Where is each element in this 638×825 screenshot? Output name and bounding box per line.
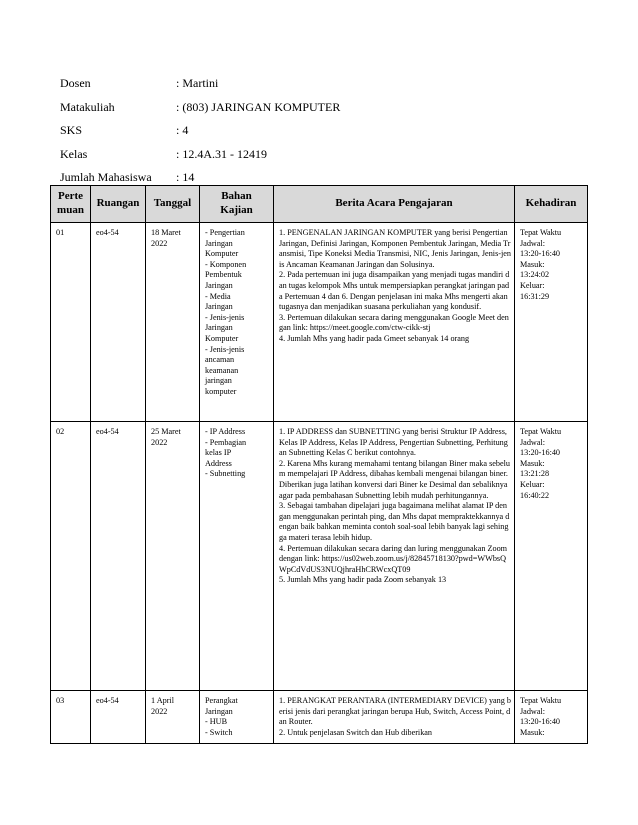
info-value: : Martini xyxy=(176,76,219,91)
cell-ruangan: eo4-54 xyxy=(91,223,146,422)
header-berita-acara: Berita Acara Pengajaran xyxy=(274,186,515,223)
cell-kehadiran: Tepat Waktu Jadwal: 13:20-16:40 Masuk: xyxy=(515,691,588,744)
info-value: : 4 xyxy=(176,123,189,138)
cell-pertemuan: 02 xyxy=(51,422,91,691)
cell-ruangan: eo4-54 xyxy=(91,691,146,744)
cell-tanggal: 1 April 2022 xyxy=(146,691,200,744)
info-label: Matakuliah xyxy=(60,99,115,114)
course-info xyxy=(60,72,340,190)
info-label: Dosen xyxy=(60,76,91,91)
info-value: : 14 xyxy=(176,170,195,185)
cell-berita-acara: 1. PERANGKAT PERANTARA (INTERMEDIARY DEVICE) yang berisi jenis dari perangkat jaringan berupa Hub, Switch, Access Point, dan Router. 2. Untuk penjelasan Switch dan Hub diberikan xyxy=(274,691,515,744)
header-kehadiran: Kehadiran xyxy=(515,186,588,223)
cell-tanggal: 25 Maret 2022 xyxy=(146,422,200,691)
info-value: : 12.4A.31 - 12419 xyxy=(176,146,267,161)
cell-bahan-kajian: Perangkat Jaringan - HUB - Switch xyxy=(200,691,274,744)
info-row-dosen xyxy=(60,72,340,96)
info-row-matakuliah xyxy=(60,96,340,120)
cell-berita-acara: 1. IP ADDRESS dan SUBNETTING yang berisi Struktur IP Address, Kelas IP Address, Kelas IP Address, Pengertian Subnetting, Perhitungan Subnetting Kelas C berikut contohnya. 2. Karena Mhs kurang memahami tentang bilangan Biner maka sebelum mempelajari IP Address, dibahas kembali mengenai bilangan biner. Diberikan juga latihan konversi dari Biner ke Desimal dan sebaliknya agar pada pembahasan Subnetting lebih mudah perhitungannya. 3. Sebagai tambahan dipelajari juga bagaimana melihat alamat IP dengan menggunakan perintah ping, dan Mhs dapat mempraktekkannya dengan baik bahkan meminta contoh soal-soal lebih banyak lagi sehingga materi terasa lebih hidup. 4. Pertemuan dilakukan secara daring dan luring menggunakan Zoom dengan link: https://us02web.zoom.us/j/82845718130?pwd=WWbsQWpCdVdUS3NUQjhraHhCRWcxQT09 5. Jumlah Mhs yang hadir pada Zoom sebanyak 13 xyxy=(274,422,515,691)
table-row xyxy=(51,691,588,744)
cell-bahan-kajian: - IP Address - Pembagian kelas IP Address - Subnetting xyxy=(200,422,274,691)
table-row xyxy=(51,422,588,691)
info-row-sks xyxy=(60,119,340,143)
cell-kehadiran: Tepat Waktu Jadwal: 13:20-16:40 Masuk: 13:21:28 Keluar: 16:40:22 xyxy=(515,422,588,691)
table-header-row xyxy=(51,186,588,223)
header-pertemuan: Perte muan xyxy=(51,186,91,223)
header-tanggal: Tanggal xyxy=(146,186,200,223)
info-label: Kelas xyxy=(60,146,88,161)
cell-pertemuan: 03 xyxy=(51,691,91,744)
cell-tanggal: 18 Maret 2022 xyxy=(146,223,200,422)
header-bahan-kajian: Bahan Kajian xyxy=(200,186,274,223)
info-label: SKS xyxy=(60,123,83,138)
info-label: Jumlah Mahasiswa xyxy=(60,170,152,185)
cell-ruangan: eo4-54 xyxy=(91,422,146,691)
info-row-kelas xyxy=(60,143,340,167)
cell-berita-acara: 1. PENGENALAN JARINGAN KOMPUTER yang berisi Pengertian Jaringan, Definisi Jaringan, Komponen Pembentuk Jaringan, Media Transmisi, Tipe Koneksi Media Transmisi, NIC, Jenis Jaringan, Jenis-jenis Ancaman Keamanan Jaringan dan Solusinya. 2. Pada pertemuan ini juga disampaikan yang menjadi tugas mandiri dan tugas kelompok Mhs untuk mempersiapkan perangkat jaringan pada Pertemuan 4 dan 6. Dengan penjelasan ini maka Mhs mengerti akan tugasnya dan menjadikan suasana perkuliahan yang kondusif. 3. Pertemuan dilakukan secara daring menggunakan Google Meet dengan link: https://meet.google.com/ctw-cikk-stj 4. Jumlah Mhs yang hadir pada Gmeet sebanyak 14 orang xyxy=(274,223,515,422)
info-value: : (803) JARINGAN KOMPUTER xyxy=(176,99,341,114)
table-row xyxy=(51,223,588,422)
header-ruangan: Ruangan xyxy=(91,186,146,223)
cell-bahan-kajian: - Pengertian Jaringan Komputer - Komponen Pembentuk Jaringan - Media Jaringan - Jenis-jenis Jaringan Komputer - Jenis-jenis ancaman keamanan jaringan komputer xyxy=(200,223,274,422)
lecture-log-table xyxy=(50,185,588,744)
cell-kehadiran: Tepat Waktu Jadwal: 13:20-16:40 Masuk: 13:24:02 Keluar: 16:31:29 xyxy=(515,223,588,422)
cell-pertemuan: 01 xyxy=(51,223,91,422)
